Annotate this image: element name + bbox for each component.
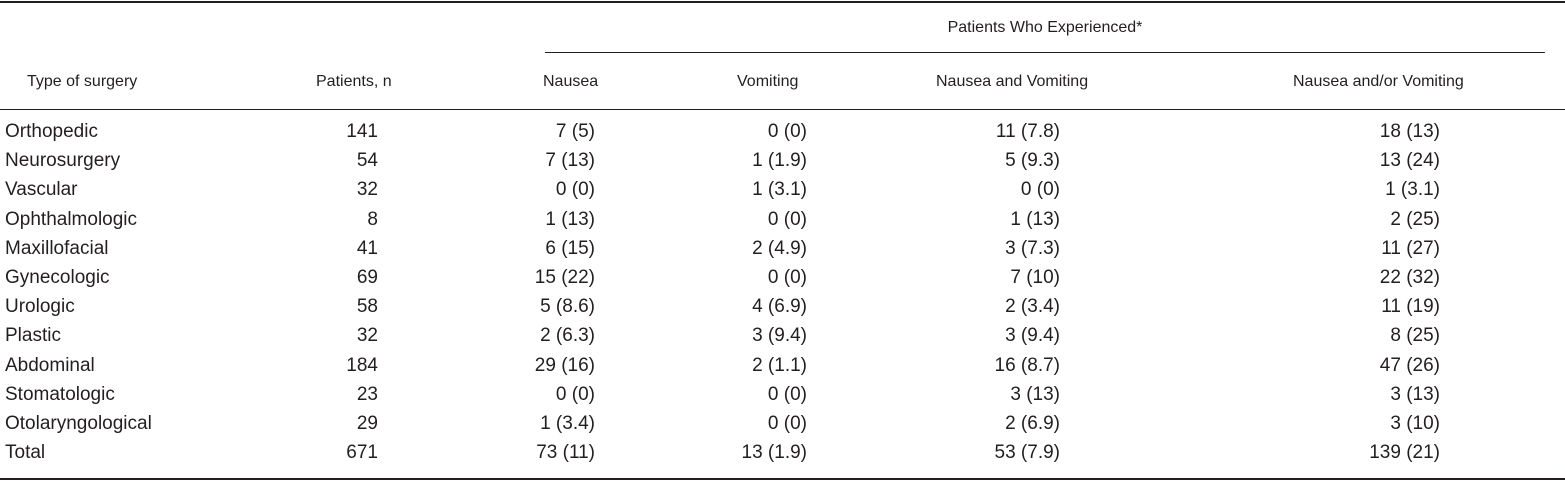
cell-nausea-or-vomiting: 47 (26) (1379, 355, 1440, 376)
column-header-nausea-and-vomiting: Nausea and Vomiting (936, 73, 1089, 90)
cell-type: Orthopedic (5, 121, 98, 142)
cell-nausea: 2 (6.3) (540, 325, 595, 346)
cell-type: Total (5, 442, 46, 463)
cell-nausea-and-vomiting: 7 (10) (1010, 267, 1060, 288)
table-bottom-rule (0, 478, 1565, 480)
cell-nausea: 15 (22) (534, 267, 595, 288)
table-row (0, 117, 1565, 146)
cell-nausea-or-vomiting: 22 (32) (1379, 267, 1440, 288)
group-header: Patients Who Experienced* (947, 19, 1143, 36)
cell-type: Vascular (5, 179, 78, 200)
table-row (0, 263, 1565, 292)
cell-nausea-and-vomiting: 3 (9.4) (1005, 325, 1060, 346)
cell-patients: 54 (356, 150, 378, 171)
group-header-rule (545, 52, 1545, 53)
cell-nausea-and-vomiting: 2 (6.9) (1005, 413, 1060, 434)
column-header-patients: Patients, n (316, 73, 392, 90)
cell-nausea-or-vomiting: 11 (27) (1381, 238, 1440, 259)
cell-type: Plastic (5, 325, 61, 346)
cell-nausea: 0 (0) (555, 179, 595, 200)
cell-nausea: 1 (3.4) (540, 413, 595, 434)
cell-patients: 32 (356, 179, 378, 200)
cell-patients: 32 (356, 325, 378, 346)
cell-nausea-or-vomiting: 139 (21) (1369, 442, 1440, 463)
cell-nausea: 6 (15) (545, 238, 595, 259)
cell-vomiting: 2 (4.9) (752, 238, 807, 259)
cell-type: Neurosurgery (5, 150, 121, 171)
table-row (0, 205, 1565, 234)
cell-nausea-and-vomiting: 2 (3.4) (1005, 296, 1060, 317)
cell-nausea-and-vomiting: 5 (9.3) (1005, 150, 1060, 171)
cell-patients: 41 (356, 238, 378, 259)
cell-nausea: 5 (8.6) (540, 296, 595, 317)
cell-type: Ophthalmologic (5, 209, 138, 230)
cell-vomiting: 13 (1.9) (741, 442, 807, 463)
table-top-rule (0, 1, 1565, 3)
table-row (0, 438, 1565, 467)
table-row (0, 380, 1565, 409)
table-row (0, 292, 1565, 321)
cell-vomiting: 0 (0) (767, 121, 807, 142)
table-row (0, 321, 1565, 350)
cell-type: Otolaryngological (5, 413, 152, 434)
cell-vomiting: 3 (9.4) (752, 325, 807, 346)
cell-nausea: 7 (13) (545, 150, 595, 171)
cell-vomiting: 2 (1.1) (752, 355, 807, 376)
header-rule (0, 109, 1565, 110)
cell-nausea-and-vomiting: 1 (13) (1010, 209, 1060, 230)
cell-vomiting: 0 (0) (767, 413, 807, 434)
cell-nausea-or-vomiting: 18 (13) (1379, 121, 1440, 142)
cell-nausea-or-vomiting: 3 (10) (1390, 413, 1440, 434)
cell-vomiting: 0 (0) (767, 384, 807, 405)
cell-nausea-and-vomiting: 53 (7.9) (994, 442, 1060, 463)
table-row (0, 175, 1565, 204)
column-header-vomiting: Vomiting (737, 73, 799, 90)
cell-nausea-and-vomiting: 0 (0) (1020, 179, 1060, 200)
cell-patients: 23 (356, 384, 378, 405)
cell-patients: 58 (356, 296, 378, 317)
cell-vomiting: 0 (0) (767, 209, 807, 230)
cell-type: Abdominal (5, 355, 95, 376)
cell-vomiting: 4 (6.9) (752, 296, 807, 317)
cell-nausea: 0 (0) (555, 384, 595, 405)
cell-vomiting: 0 (0) (767, 267, 807, 288)
cell-nausea-and-vomiting: 3 (7.3) (1005, 238, 1060, 259)
cell-patients: 69 (356, 267, 378, 288)
cell-nausea-and-vomiting: 11 (7.8) (995, 121, 1060, 142)
cell-nausea: 73 (11) (536, 442, 595, 463)
column-header-type: Type of surgery (27, 73, 138, 90)
table-row (0, 351, 1565, 380)
cell-nausea-or-vomiting: 8 (25) (1390, 325, 1440, 346)
cell-nausea-or-vomiting: 3 (13) (1390, 384, 1440, 405)
table-row (0, 409, 1565, 438)
cell-type: Urologic (5, 296, 75, 317)
cell-nausea-and-vomiting: 3 (13) (1010, 384, 1060, 405)
cell-type: Gynecologic (5, 267, 110, 288)
column-header-nausea: Nausea (543, 73, 599, 90)
cell-nausea-or-vomiting: 11 (19) (1381, 296, 1440, 317)
cell-nausea-or-vomiting: 2 (25) (1390, 209, 1440, 230)
cell-nausea: 1 (13) (545, 209, 595, 230)
cell-nausea: 7 (5) (555, 121, 595, 142)
cell-vomiting: 1 (1.9) (752, 150, 807, 171)
cell-patients: 184 (346, 355, 378, 376)
table-row (0, 146, 1565, 175)
cell-nausea: 29 (16) (534, 355, 595, 376)
cell-patients: 141 (346, 121, 378, 142)
table-row (0, 234, 1565, 263)
cell-patients: 671 (346, 442, 378, 463)
cell-type: Maxillofacial (5, 238, 109, 259)
cell-nausea-and-vomiting: 16 (8.7) (994, 355, 1060, 376)
column-header-nausea-or-vomiting: Nausea and/or Vomiting (1293, 73, 1464, 90)
cell-type: Stomatologic (5, 384, 115, 405)
cell-patients: 8 (367, 209, 378, 230)
cell-vomiting: 1 (3.1) (752, 179, 807, 200)
cell-nausea-or-vomiting: 13 (24) (1379, 150, 1440, 171)
cell-patients: 29 (356, 413, 378, 434)
cell-nausea-or-vomiting: 1 (3.1) (1385, 179, 1440, 200)
